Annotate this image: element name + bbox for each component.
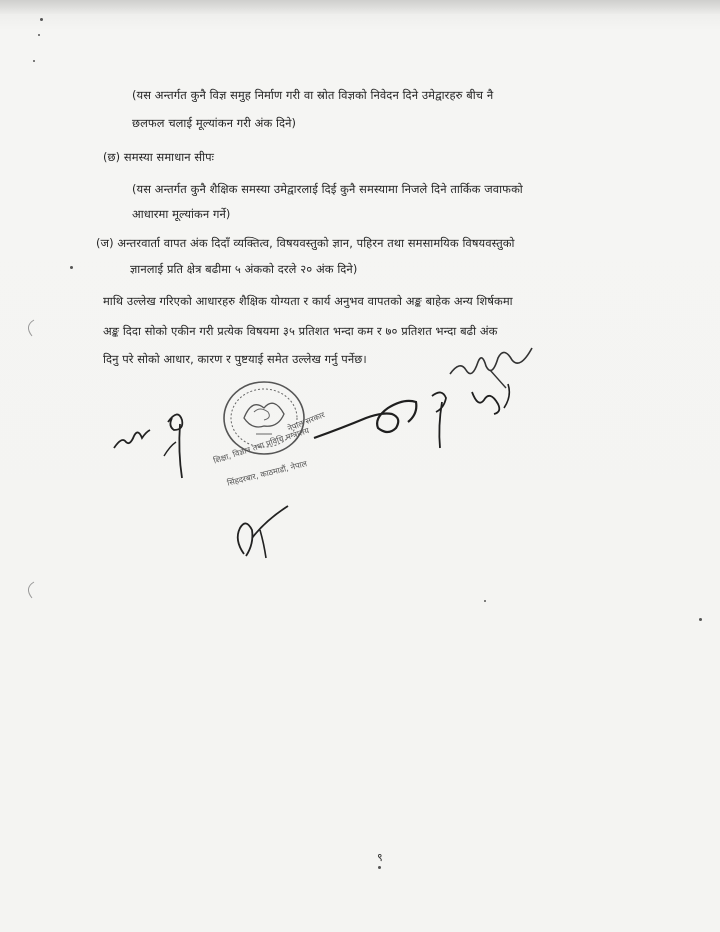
intro-line-1: (यस अन्तर्गत कुनै विज्ञ समुह निर्माण गरी वा स्रोत विज्ञको निवेदन दिने उमेद्वारहरु बीच नै [132, 88, 494, 102]
edge-mark [22, 580, 36, 600]
item-chha-line-1: (यस अन्तर्गत कुनै शैक्षिक समस्या उमेद्वारलाई दिई कुनै समस्यामा निजले दिने तार्किक जवाफको [132, 182, 523, 196]
speck [40, 18, 43, 21]
item-ja-line-1: अन्तरवार्ता वापत अंक दिदाँ व्यक्तित्व, विषयवस्तुको ज्ञान, पहिरन तथा समसामयिक विषयवस्तुको [117, 236, 515, 250]
closing-line-1: माथि उल्लेख गरिएको आधारहरु शैक्षिक योग्यता र कार्य अनुभव वापतको अङ्क बाहेक अन्य शिर्षकमा [103, 294, 513, 308]
speck [484, 600, 486, 602]
speck [70, 266, 73, 269]
stamp-text-2: शिक्षा, विज्ञान तथा प्रविधि मन्त्रालय [212, 426, 311, 466]
signature-bottom [230, 500, 300, 570]
closing-line-3: दिनु परे सोको आधार, कारण र पुष्टयाई समेत उल्लेख गर्नु पर्नेछ। [103, 352, 367, 366]
page-number: ९ [377, 851, 383, 864]
item-chha-line-2: आधारमा मूल्यांकन गर्ने) [132, 207, 231, 221]
speck [378, 866, 381, 869]
closing-line-2: अङ्क दिदा सोको एकीन गरी प्रत्येक विषयमा ३५ प्रतिशत भन्दा कम र ७० प्रतिशत भन्दा बढी अंक [103, 324, 498, 338]
stamp-text-3: सिंहदरबार, काठमाडौं, नेपाल [226, 459, 308, 488]
speck [38, 34, 40, 36]
item-ja-line-2: ज्ञानलाई प्रति क्षेत्र बढीमा ५ अंकको दरले २० अंक दिने) [130, 262, 358, 276]
signature-right [312, 378, 532, 458]
signature-left [112, 396, 202, 486]
item-ja-line-1-row [96, 236, 515, 251]
speck [33, 60, 35, 62]
stamp-text-1: नेपाल सरकार [286, 410, 327, 434]
speck [699, 618, 702, 621]
edge-mark [22, 318, 36, 338]
page-top-edge [0, 0, 720, 14]
intro-line-2: छलफल चलाई मूल्यांकन गरी अंक दिने) [132, 116, 297, 130]
item-ja-marker: (ज) [96, 236, 114, 250]
item-chha-heading: समस्या समाधान सीपः [123, 150, 215, 164]
item-chha-heading-row [103, 150, 214, 165]
item-chha-marker: (छ) [103, 150, 121, 164]
